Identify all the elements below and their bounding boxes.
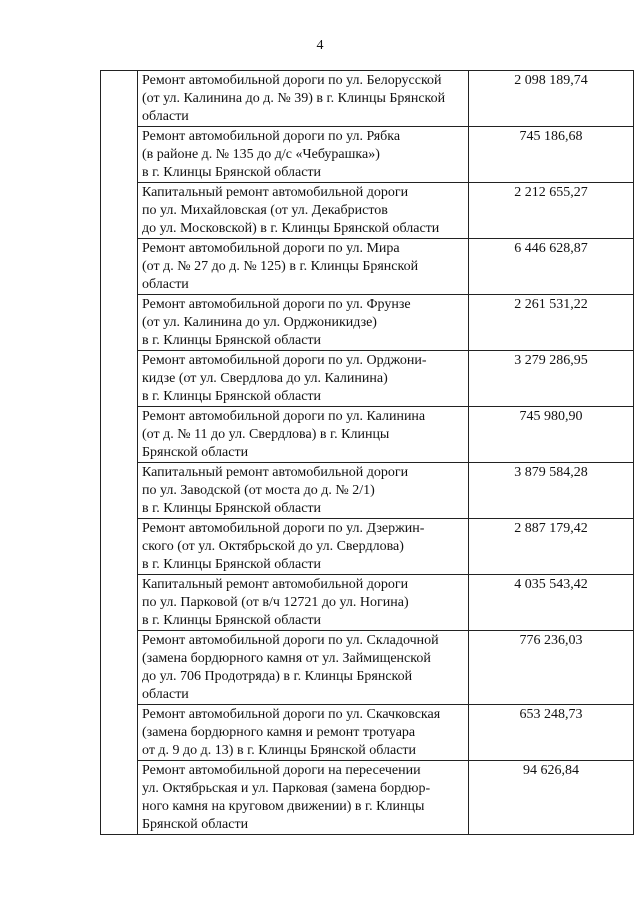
description-cell: [138, 575, 469, 631]
table-row: [101, 183, 634, 239]
row-number-cell: [101, 295, 138, 351]
description-cell: [138, 183, 469, 239]
description-cell: [138, 407, 469, 463]
description-line: Ремонт автомобильной дороги по ул. Дзержин-: [142, 521, 425, 536]
description-line: области: [142, 277, 189, 292]
table-row: [101, 295, 634, 351]
amount-value: 653 248,73: [519, 707, 583, 722]
description-line: Ремонт автомобильной дороги по ул. Орджони-: [142, 353, 427, 368]
description-line: (от д. № 27 до д. № 125) в г. Клинцы Брянской: [142, 259, 419, 274]
amount-cell: [469, 631, 634, 705]
description-cell: [138, 127, 469, 183]
description-text: [138, 519, 468, 574]
description-line: (от ул. Калинина до д. № 39) в г. Клинцы Брянской: [142, 91, 446, 106]
description-line: в г. Клинцы Брянской области: [142, 165, 322, 180]
amount-cell: [469, 295, 634, 351]
description-line: Ремонт автомобильной дороги по ул. Скачковская: [142, 707, 441, 722]
table-row: [101, 575, 634, 631]
row-number-cell: [101, 239, 138, 295]
description-line: области: [142, 109, 189, 124]
description-text: [138, 761, 468, 834]
table-row: [101, 463, 634, 519]
description-line: Ремонт автомобильной дороги по ул. Фрунзе: [142, 297, 411, 312]
description-cell: [138, 351, 469, 407]
description-line: (от ул. Калинина до ул. Орджоникидзе): [142, 315, 377, 330]
amount-value: 3 879 584,28: [514, 465, 588, 480]
description-text: [138, 71, 468, 126]
description-line: (в районе д. № 135 до д/с «Чебурашка»): [142, 147, 380, 162]
description-line: ул. Октябрьская и ул. Парковая (замена бордюр-: [142, 781, 431, 796]
amount-value: 776 236,03: [519, 633, 583, 648]
page-number: 4: [316, 38, 324, 53]
description-cell: [138, 705, 469, 761]
amount-cell: [469, 519, 634, 575]
description-text: [138, 407, 468, 462]
row-number-cell: [101, 71, 138, 127]
amount-value: 2 887 179,42: [514, 521, 588, 536]
description-line: по ул. Заводской (от моста до д. № 2/1): [142, 483, 375, 498]
table-row: [101, 239, 634, 295]
description-line: в г. Клинцы Брянской области: [142, 389, 322, 404]
description-line: до ул. Московской) в г. Клинцы Брянской области: [142, 221, 440, 236]
description-line: кидзе (от ул. Свердлова до ул. Калинина): [142, 371, 388, 386]
description-text: [138, 183, 468, 238]
description-cell: [138, 295, 469, 351]
amount-value: 745 186,68: [519, 129, 583, 144]
description-text: [138, 463, 468, 518]
description-cell: [138, 519, 469, 575]
description-text: [138, 631, 468, 704]
description-line: Ремонт автомобильной дороги по ул. Рябка: [142, 129, 401, 144]
row-number-cell: [101, 631, 138, 705]
amount-value: 2 212 655,27: [514, 185, 588, 200]
description-text: [138, 351, 468, 406]
description-cell: [138, 761, 469, 835]
amount-value: 4 035 543,42: [514, 577, 588, 592]
amount-value: 2 098 189,74: [514, 73, 588, 88]
row-number-cell: [101, 407, 138, 463]
description-line: Капитальный ремонт автомобильной дороги: [142, 465, 409, 480]
amount-cell: [469, 407, 634, 463]
description-line: в г. Клинцы Брянской области: [142, 501, 322, 516]
description-line: по ул. Парковой (от в/ч 12721 до ул. Ногина): [142, 595, 409, 610]
description-line: (замена бордюрного камня от ул. Займищенской: [142, 651, 431, 666]
description-line: Ремонт автомобильной дороги на пересечении: [142, 763, 421, 778]
row-number-cell: [101, 127, 138, 183]
amount-value: 94 626,84: [523, 763, 579, 778]
description-line: (от д. № 11 до ул. Свердлова) в г. Клинцы: [142, 427, 390, 442]
description-line: ского (от ул. Октябрьской до ул. Свердлова): [142, 539, 404, 554]
row-number-cell: [101, 705, 138, 761]
table-row: [101, 761, 634, 835]
table-row: [101, 705, 634, 761]
description-line: Капитальный ремонт автомобильной дороги: [142, 185, 409, 200]
amount-cell: [469, 351, 634, 407]
description-line: Ремонт автомобильной дороги по ул. Складочной: [142, 633, 439, 648]
description-line: до ул. 706 Продотряда) в г. Клинцы Брянской: [142, 669, 413, 684]
description-text: [138, 295, 468, 350]
amount-value: 6 446 628,87: [514, 241, 588, 256]
row-number-cell: [101, 575, 138, 631]
description-line: от д. 9 до д. 13) в г. Клинцы Брянской области: [142, 743, 417, 758]
row-number-cell: [101, 183, 138, 239]
amount-cell: [469, 127, 634, 183]
table-row: [101, 127, 634, 183]
table-body: [101, 71, 634, 835]
row-number-cell: [101, 463, 138, 519]
amount-cell: [469, 183, 634, 239]
amount-cell: [469, 463, 634, 519]
table-row: [101, 519, 634, 575]
amount-value: 745 980,90: [519, 409, 583, 424]
description-line: по ул. Михайловская (от ул. Декабристов: [142, 203, 388, 218]
table-row: [101, 407, 634, 463]
description-line: Ремонт автомобильной дороги по ул. Мира: [142, 241, 400, 256]
table-row: [101, 351, 634, 407]
amount-cell: [469, 71, 634, 127]
description-line: в г. Клинцы Брянской области: [142, 613, 322, 628]
description-line: ного камня на круговом движении) в г. Клинцы: [142, 799, 425, 814]
description-text: [138, 239, 468, 294]
row-number-cell: [101, 761, 138, 835]
amount-cell: [469, 761, 634, 835]
row-number-cell: [101, 519, 138, 575]
table-row: [101, 631, 634, 705]
description-line: Капитальный ремонт автомобильной дороги: [142, 577, 409, 592]
description-text: [138, 127, 468, 182]
description-line: Ремонт автомобильной дороги по ул. Белорусской: [142, 73, 442, 88]
description-line: в г. Клинцы Брянской области: [142, 333, 322, 348]
description-line: области: [142, 687, 189, 702]
description-cell: [138, 463, 469, 519]
description-line: Брянской области: [142, 817, 249, 832]
description-cell: [138, 239, 469, 295]
description-text: [138, 575, 468, 630]
amount-value: 3 279 286,95: [514, 353, 588, 368]
description-text: [138, 705, 468, 760]
amount-value: 2 261 531,22: [514, 297, 588, 312]
amount-cell: [469, 575, 634, 631]
amount-cell: [469, 705, 634, 761]
description-line: Ремонт автомобильной дороги по ул. Калинина: [142, 409, 426, 424]
description-line: в г. Клинцы Брянской области: [142, 557, 322, 572]
table-row: [101, 71, 634, 127]
description-cell: [138, 631, 469, 705]
row-number-cell: [101, 351, 138, 407]
description-cell: [138, 71, 469, 127]
description-line: Брянской области: [142, 445, 249, 460]
description-line: (замена бордюрного камня и ремонт тротуара: [142, 725, 416, 740]
amount-cell: [469, 239, 634, 295]
road-repair-table: [100, 70, 634, 835]
